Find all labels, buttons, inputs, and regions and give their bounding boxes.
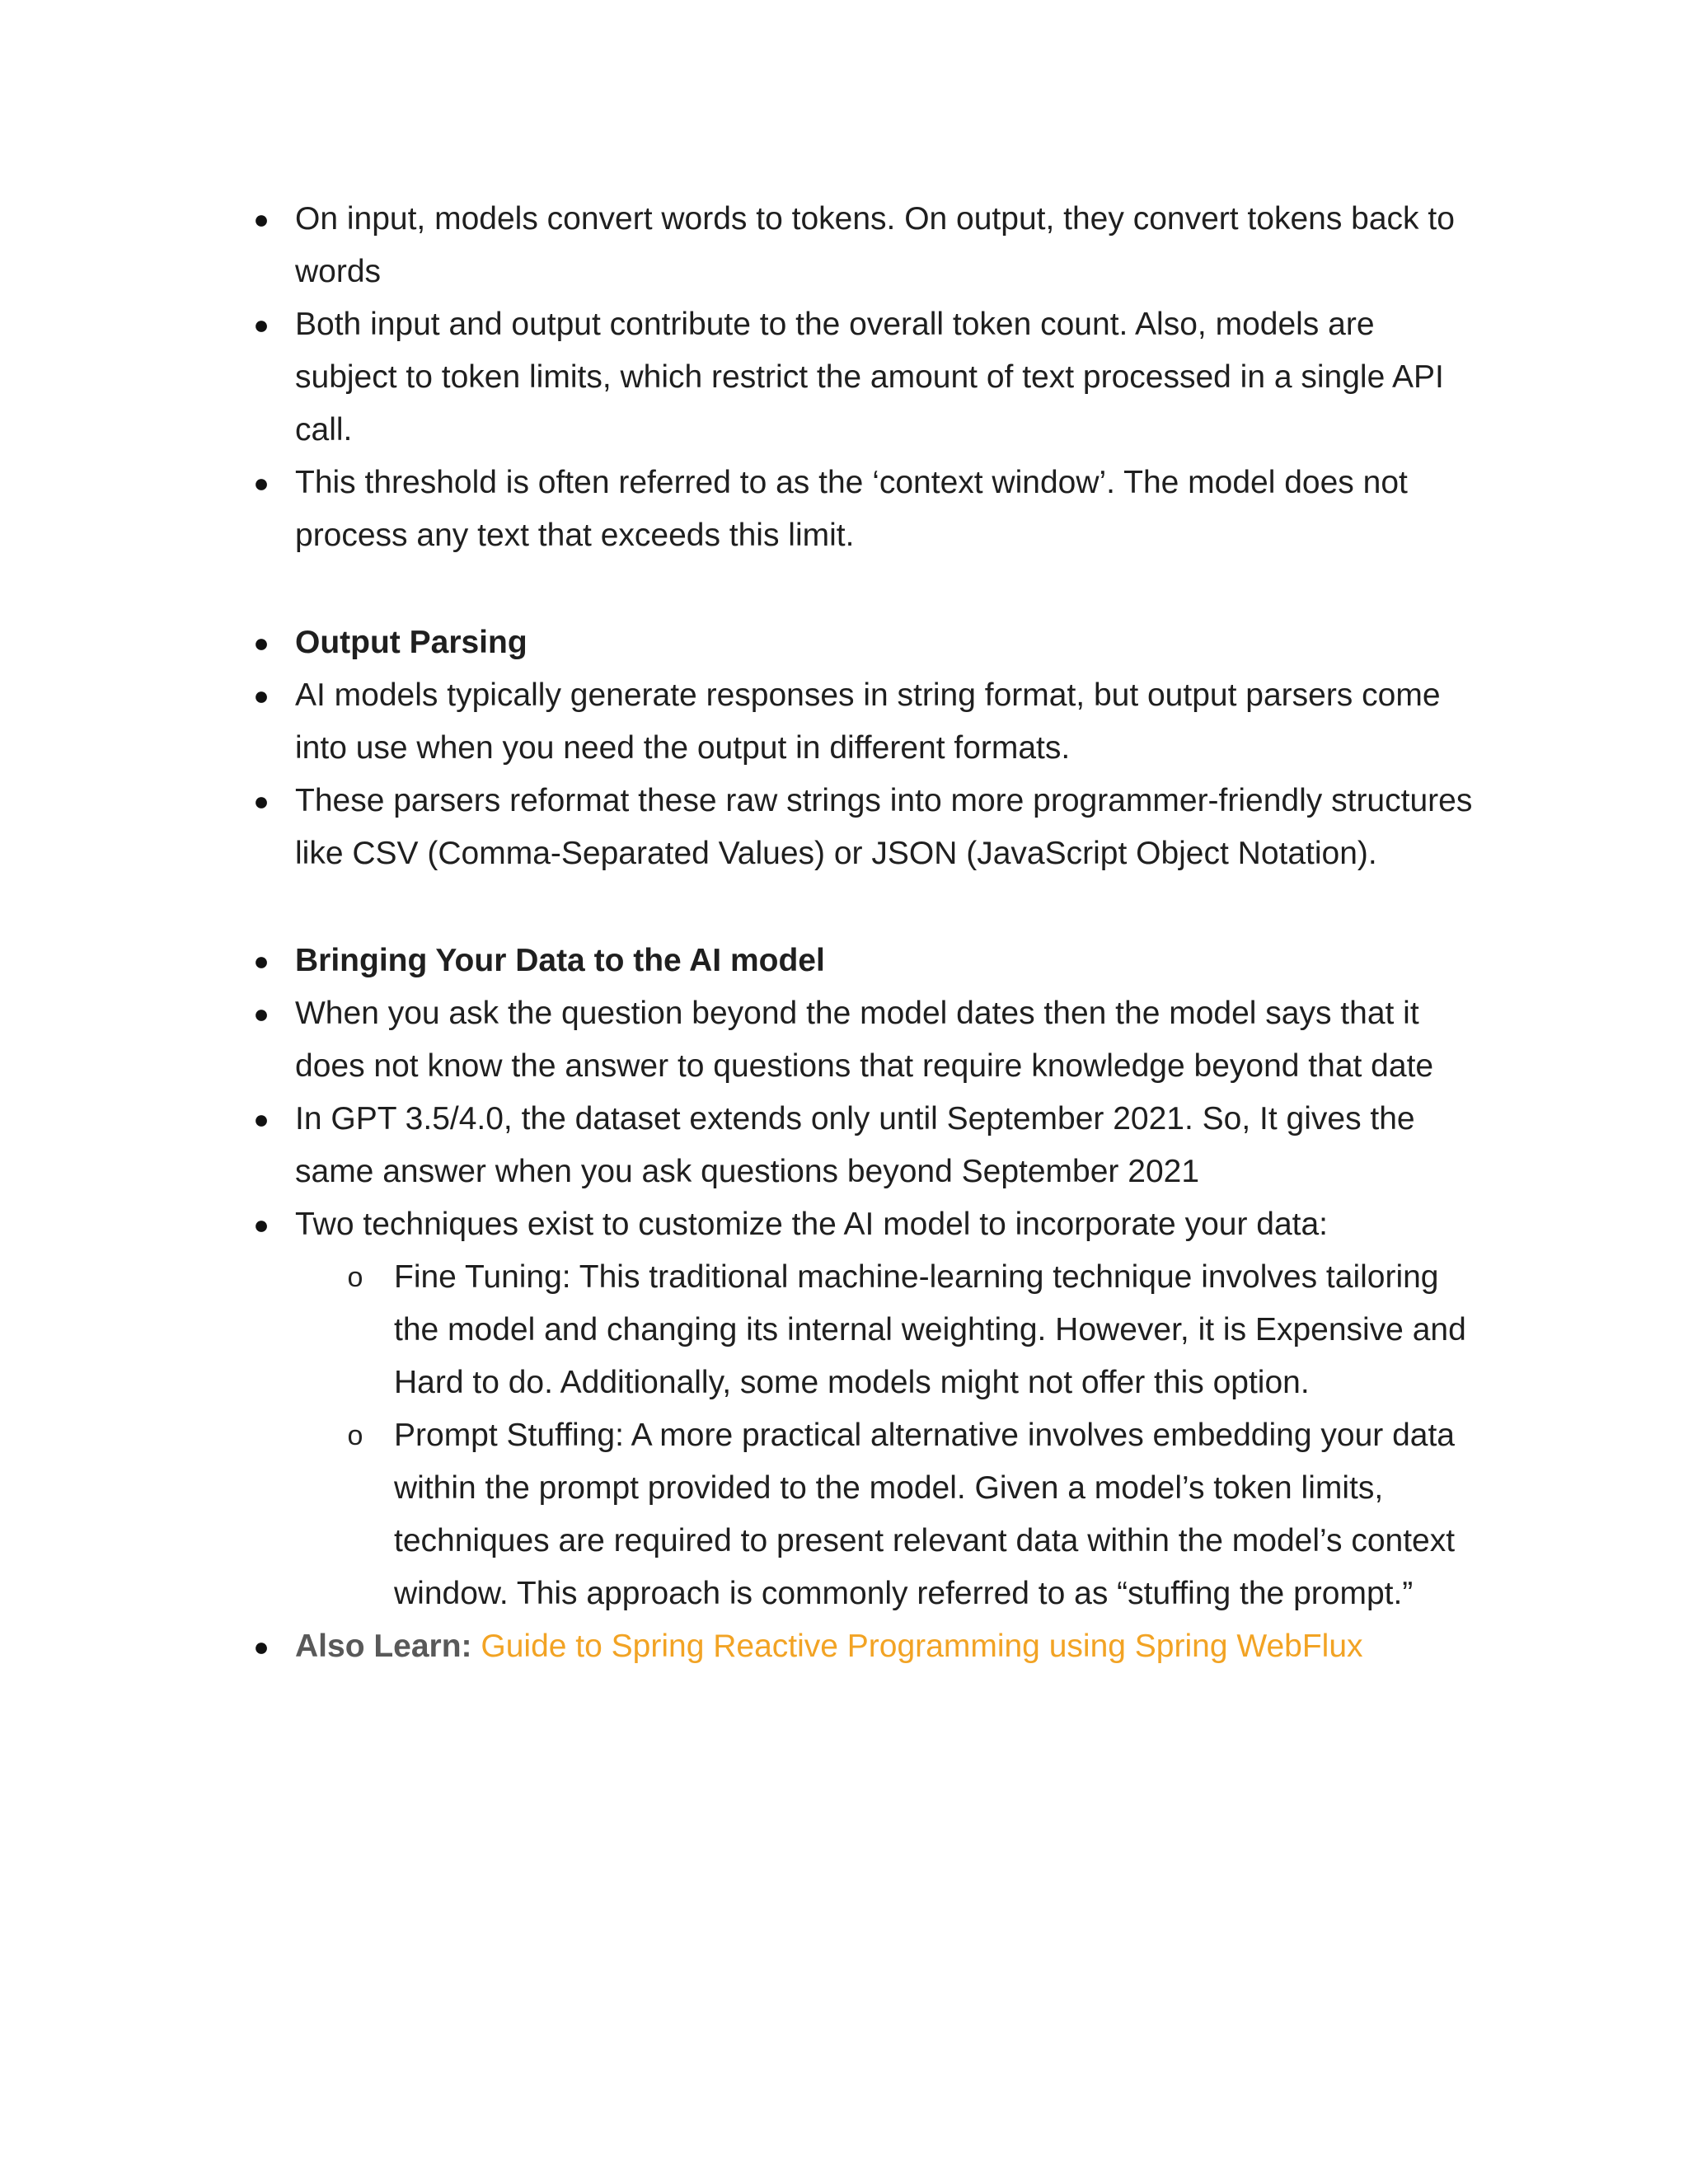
sub-list-item-text: Fine Tuning: This traditional machine-learning technique involves tailoring the model and changing its internal weighting. However, it is Expensive and Hard to do. Additionally, some models might not offer this option. — [394, 1259, 1466, 1400]
list-item-text: Both input and output contribute to the overall token count. Also, models are subject to token limits, which restrict the amount of text processed in a single API call. — [295, 307, 1444, 448]
list-item — [253, 298, 1474, 457]
section-heading-text: Bringing Your Data to the AI model — [295, 943, 825, 978]
list-item — [253, 987, 1474, 1093]
spacer — [295, 562, 1474, 616]
circle-bullet-icon: o — [347, 1420, 363, 1451]
circle-bullet-icon: o — [347, 1262, 363, 1293]
list-item — [253, 1198, 1474, 1251]
list-item — [253, 669, 1474, 775]
bullet-icon: ● — [253, 1210, 270, 1240]
list-item — [253, 775, 1474, 880]
bullet-icon: ● — [253, 681, 270, 710]
bullet-icon: ● — [253, 1104, 270, 1134]
sub-list-item-text: Prompt Stuffing: A more practical alternative involves embedding your data within the prompt provided to the model. Given a model’s token limits, techniques are required to present relevant data within the model’s context window. This approach is commonly referred to as “stuffing the prompt.” — [394, 1418, 1456, 1611]
section-heading-text: Output Parsing — [295, 625, 528, 660]
bullet-icon: ● — [253, 786, 270, 816]
bullet-icon: ● — [253, 1632, 270, 1661]
bullet-list — [253, 193, 1474, 1673]
list-item — [253, 457, 1474, 562]
sub-list-item — [347, 1409, 1474, 1620]
list-item-text: On input, models convert words to tokens. On output, they convert tokens back to words — [295, 201, 1455, 289]
sub-list-item — [347, 1251, 1474, 1409]
bullet-icon: ● — [253, 999, 270, 1029]
section-heading-output-parsing — [253, 616, 1474, 669]
list-item-text: In GPT 3.5/4.0, the dataset extends only until September 2021. So, It gives the same answer when you ask questions beyond September 2021 — [295, 1101, 1415, 1189]
list-item-text: AI models typically generate responses in string format, but output parsers come into use when you need the output in different formats. — [295, 677, 1441, 766]
list-item-text: These parsers reformat these raw strings into more programmer-friendly structures like CSV (Comma-Separated Values) or JSON (JavaScript Object Notation). — [295, 783, 1473, 871]
also-learn-label: Also Learn: — [295, 1629, 472, 1664]
bullet-icon: ● — [253, 468, 270, 498]
section-heading-bringing-data — [253, 935, 1474, 987]
bullet-icon: ● — [253, 628, 270, 658]
list-item-text: When you ask the question beyond the model dates then the model says that it does not know the answer to questions that require knowledge beyond that date — [295, 996, 1434, 1084]
also-learn-item — [253, 1620, 1474, 1673]
list-item-text: This threshold is often referred to as the ‘context window’. The model does not process any text that exceeds this limit. — [295, 465, 1408, 553]
list-item — [253, 1093, 1474, 1198]
bullet-icon: ● — [253, 946, 270, 976]
also-learn-link[interactable]: Guide to Spring Reactive Programming using Spring WebFlux — [481, 1629, 1363, 1664]
bullet-icon: ● — [253, 310, 270, 340]
list-item-text: Two techniques exist to customize the AI model to incorporate your data: — [295, 1207, 1329, 1242]
list-item — [253, 193, 1474, 298]
bullet-icon: ● — [253, 204, 270, 234]
spacer — [295, 880, 1474, 935]
